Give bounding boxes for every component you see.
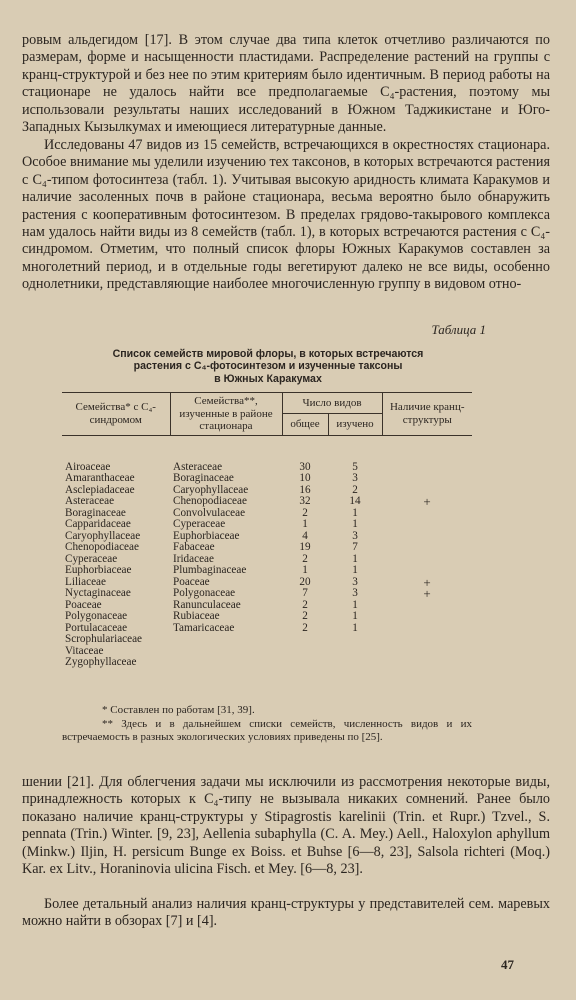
total-species-cell: [282, 634, 328, 646]
c4-family-cell: Poaceae: [65, 598, 102, 611]
studied-species-cell: 1: [352, 564, 358, 576]
table-row: [62, 657, 472, 669]
local-family-cell: Chenopodiaceae: [173, 495, 247, 507]
families-table: [62, 392, 472, 669]
kranz-mark-cell: +: [423, 494, 431, 509]
kranz-mark-cell: [382, 508, 472, 520]
local-family-cell: Fabaceae: [173, 541, 215, 553]
kranz-mark-cell: [382, 600, 472, 612]
c4-family-cell: Zygophyllaceae: [65, 656, 137, 668]
local-family-cell: Convolvulaceae: [173, 506, 246, 519]
local-family-cell: Euphorbiaceae: [173, 529, 240, 542]
total-species-cell: 16: [299, 483, 311, 496]
kranz-mark-cell: [382, 623, 472, 635]
c4-family-cell: Caryophyllaceae: [65, 529, 141, 542]
total-species-cell: 1: [302, 564, 308, 576]
paragraph-1: ровым альдегидом [17]. В этом случае два типа клеток отчетливо различаются по размерам, форме и насыщенности пластидами. Распределение растений на группы с кранц-структурой и без нее по этим критериям было идентичным. В период работы на стационаре не удалось найти все предполагаемые C₄-растения, поэтому мы использовали результаты наших исследований в Южном Таджикистане и Юго-Западных Кызылкумах и имеющиеся литературные данные.: [22, 32, 550, 136]
kranz-mark-cell: +: [423, 586, 431, 601]
table-title-line: в Южных Каракумах: [214, 372, 322, 385]
c4-family-cell: Airoaceae: [65, 460, 111, 473]
table-row: [62, 485, 472, 497]
table-row: [62, 473, 472, 485]
studied-species-cell: [328, 657, 382, 669]
kranz-mark-cell: [382, 657, 472, 669]
total-species-cell: [282, 657, 328, 669]
kranz-mark-cell: [382, 634, 472, 646]
local-family-cell: Asteraceae: [173, 460, 223, 473]
header-species-count: Число видов: [282, 393, 382, 414]
footnote-1: * Составлен по работам [31, 39].: [102, 704, 255, 716]
kranz-mark-cell: [382, 646, 472, 658]
c4-family-cell: Nyctaginaceae: [65, 587, 131, 599]
studied-species-cell: 1: [352, 506, 358, 519]
c4-family-cell: Liliaceae: [65, 575, 106, 588]
kranz-mark-cell: [382, 519, 472, 531]
studied-species-cell: [328, 646, 382, 658]
studied-species-cell: 1: [352, 621, 358, 634]
local-family-cell: Ranunculaceae: [173, 598, 241, 611]
studied-species-cell: 5: [352, 460, 358, 473]
local-family-cell: Poaceae: [173, 575, 210, 588]
studied-species-cell: 1: [352, 610, 358, 622]
paragraph-4: Более детальный анализ наличия кранц-структуры у представителей сем. маревых можно найти в обзорах [7] и [4].: [22, 896, 550, 930]
c4-family-cell: Capparidaceae: [65, 518, 131, 530]
total-species-cell: [282, 646, 328, 658]
studied-species-cell: 3: [352, 472, 358, 484]
table-row: [62, 565, 472, 577]
studied-species-cell: 2: [352, 483, 358, 496]
table-title: [68, 348, 468, 385]
local-family-cell: Boraginaceae: [173, 472, 234, 484]
kranz-mark-cell: [382, 435, 472, 473]
footnote-2: ** Здесь и в дальнейшем списки семейств, численность видов и их встречаемость в разных экологических условиях приведены по [25].: [62, 718, 472, 744]
c4-family-cell: Cyperaceae: [65, 552, 118, 565]
total-species-cell: 4: [302, 529, 308, 542]
local-family-cell: [170, 657, 282, 669]
kranz-mark-cell: [382, 473, 472, 485]
table-row: [62, 634, 472, 646]
kranz-mark-cell: [382, 542, 472, 554]
total-species-cell: 30: [299, 460, 311, 473]
table-row: [62, 519, 472, 531]
local-family-cell: Plumbaginaceae: [173, 564, 247, 576]
c4-family-cell: Asteraceae: [65, 495, 115, 507]
header-local-families: Семейства**, изученные в районе стационара: [170, 393, 282, 436]
total-species-cell: 2: [302, 506, 308, 519]
local-family-cell: Polygonaceae: [173, 587, 236, 599]
table-row: [62, 588, 472, 600]
total-species-cell: 19: [299, 541, 311, 553]
studied-species-cell: 1: [352, 518, 358, 530]
local-family-cell: Cyperaceae: [173, 518, 226, 530]
total-species-cell: 1: [302, 518, 308, 530]
c4-family-cell: Amaranthaceae: [65, 472, 135, 484]
header-kranz: Наличие кранц-структуры: [382, 393, 472, 436]
c4-family-cell: Vitaceae: [65, 644, 104, 657]
studied-species-cell: [328, 634, 382, 646]
table-row: [62, 496, 472, 508]
c4-family-cell: Scrophulariaceae: [65, 633, 143, 645]
studied-species-cell: 3: [352, 587, 358, 599]
studied-species-cell: 7: [352, 541, 358, 553]
table-title-line: растения с C₄-фотосинтезом и изученные таксоны: [133, 360, 403, 373]
local-family-cell: [170, 646, 282, 658]
header-c4-families: Семейства* с C₄-синдромом: [62, 393, 170, 436]
table-title-line: Список семейств мировой флоры, в которых встречаются: [112, 348, 424, 360]
kranz-mark-cell: +: [423, 574, 431, 590]
c4-family-cell: Polygonaceae: [65, 610, 128, 622]
c4-family-cell: Euphorbiaceae: [65, 564, 132, 576]
studied-species-cell: 1: [352, 598, 358, 611]
total-species-cell: 2: [302, 552, 308, 565]
total-species-cell: 20: [299, 575, 311, 588]
header-studied: изучено: [328, 414, 382, 435]
total-species-cell: 10: [299, 472, 311, 484]
page-number: 47: [501, 957, 514, 972]
studied-species-cell: 3: [352, 529, 358, 542]
table-row: [62, 611, 472, 623]
paragraph-3: шении [21]. Для облегчения задачи мы исключили из рассмотрения некоторые виды, принадлежность которых к C₄-типу не вызывала никаких сомнений. Ранее было показано наличие кранц-структуры у Stipagrostis karelinii (Trin. et Rupr.) Tzvel., S. pennata (Trin.) Winter. [9, 23], Aellenia subaphylla (C. A. Mey.) Aell., Haloxylon aphyllum (Minkw.) Iljin, H. persicum Bunge ex Boiss. et Buhse [6—8, 23], Salsola richteri (Moq.) Kar. ex Litv., Horaninovia ulicina Fisch. et Mey. [6—8, 23].: [22, 774, 550, 878]
total-species-cell: 32: [299, 495, 311, 507]
total-species-cell: 7: [302, 587, 308, 599]
local-family-cell: [170, 634, 282, 646]
c4-family-cell: Boraginaceae: [65, 506, 126, 519]
total-species-cell: 2: [302, 621, 308, 634]
kranz-mark-cell: [382, 531, 472, 543]
studied-species-cell: 14: [349, 495, 361, 507]
c4-family-cell: Portulacaceae: [65, 621, 128, 634]
local-family-cell: Iridaceae: [173, 552, 214, 565]
total-species-cell: 2: [302, 610, 308, 622]
local-family-cell: Caryophyllaceae: [173, 483, 249, 496]
kranz-mark-cell: [382, 611, 472, 623]
c4-family-cell: Chenopodiaceae: [65, 541, 139, 553]
total-species-cell: 2: [302, 598, 308, 611]
table-row: [62, 542, 472, 554]
kranz-mark-cell: [382, 554, 472, 566]
table-row: [62, 435, 472, 473]
c4-family-cell: Asclepiadaceae: [65, 483, 135, 496]
studied-species-cell: 1: [352, 552, 358, 565]
studied-species-cell: 3: [352, 575, 358, 588]
local-family-cell: Tamaricaceae: [173, 621, 235, 634]
header-total: общее: [282, 414, 328, 435]
table-label: Таблица 1: [431, 322, 486, 337]
paragraph-2: Исследованы 47 видов из 15 семейств, встречающихся в окрестностях стационара. Особое внимание мы уделили изучению тех таксонов, в которых встречаются растения с C₄-типом фотосинтеза (табл. 1). Учитывая высокую аридность климата Каракумов и наличие засоленных почв в районе стационара, весьма вероятно было обнаружить растения с кооперативным фотосинтезом. В пределах грядово-такырового комплекса нам удалось найти виды из 8 семейств (табл. 1), в которых встречаются растения с C₄-синдромом. Отметим, что полный список флоры Южных Каракумов составлен за многолетний период, и в отдельные годы вегетируют далеко не все виды, особенно однолетники, представляющие наиболее многочисленную группу в видовом отно-: [22, 137, 551, 293]
local-family-cell: Rubiaceae: [173, 610, 220, 622]
